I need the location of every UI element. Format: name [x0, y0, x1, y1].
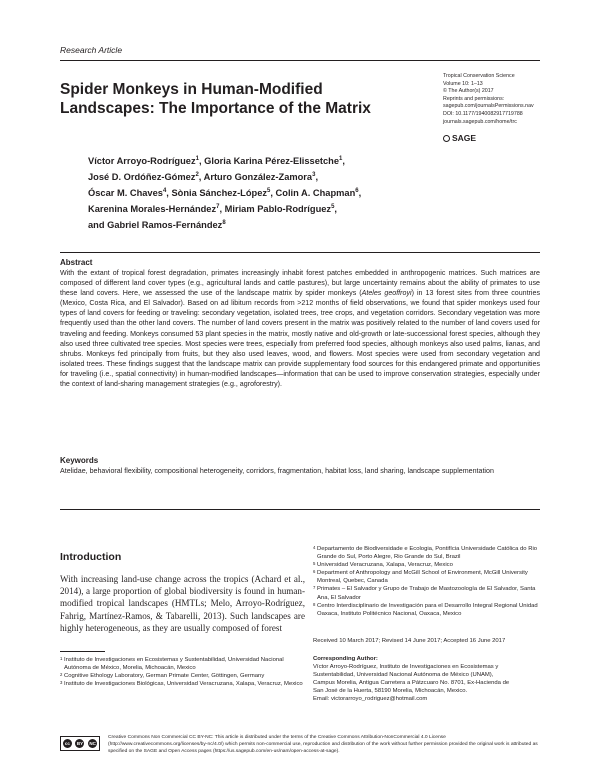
corresponding-line: San José de la Huerta, 58190 Morelia, Michoacán, Mexico.	[313, 688, 468, 695]
footnote-text: Instituto de Investigaciones Biológicas, Universidad Veracruzana, Xalapa, Veracruz, Mexico	[64, 681, 303, 688]
author-separator: ,	[342, 156, 345, 167]
title-line-2: Landscapes: The Importance of the Matrix	[60, 100, 371, 117]
keywords-heading: Keywords	[60, 456, 99, 465]
footnote-number: 8	[313, 601, 316, 607]
reprints-label: Reprints and permissions:	[443, 95, 505, 102]
author-name: Víctor Arroyo-Rodríguez	[88, 156, 196, 167]
doi-link[interactable]: DOI: 10.1177/1940082917719788	[443, 110, 523, 117]
author-name: Gloria Karina Pérez-Elissetche	[204, 156, 339, 167]
author-line	[88, 168, 458, 184]
corresponding-line: Víctor Arroyo-Rodríguez, Instituto de Investigaciones en Ecosistemas y	[313, 664, 499, 671]
affiliation-footnote	[313, 602, 543, 618]
by-icon: BY	[76, 741, 84, 746]
affiliation-footnote	[313, 569, 543, 585]
author-name: Miriam Pablo-Rodríguez	[224, 204, 332, 215]
author-affiliation-number: 8	[222, 220, 226, 227]
author-name: Colin A. Chapman	[275, 188, 356, 199]
journal-copyright: © The Author(s) 2017	[443, 88, 494, 95]
author-list	[88, 152, 458, 232]
author-name: Karenina Morales-Hernández	[88, 204, 217, 215]
author-name: Arturo González-Zamora	[203, 172, 313, 183]
journal-link[interactable]: journals.sagepub.com/home/trc	[443, 118, 517, 125]
author-name: José D. Ordóñez-Gómez	[88, 172, 196, 183]
footnote-text: Universidad Veracruzana, Xalapa, Veracruz, Mexico	[317, 562, 453, 569]
footnote-number: 5	[313, 561, 316, 567]
header-rule	[60, 60, 540, 61]
introduction-heading: Introduction	[60, 551, 122, 563]
author-affiliation-number: 7	[216, 204, 220, 211]
footnote-text: Primates – El Salvador y Grupo de Trabajo de Mastozoología de El Salvador, Santa Ana, El Salvador	[317, 586, 536, 601]
author-affiliation-number: 5	[331, 204, 335, 211]
author-separator: ,	[358, 188, 362, 199]
abstract-top-rule	[60, 252, 540, 253]
nc-icon: NC	[89, 741, 96, 746]
affiliation-footnote	[60, 680, 306, 688]
author-affiliation-number: 6	[355, 188, 359, 195]
footnote-number: 2	[60, 672, 63, 678]
sage-wordmark: SAGE	[452, 133, 477, 143]
author-name: Sònia Sánchez-López	[171, 188, 268, 199]
affiliation-footnote	[313, 545, 543, 561]
corresponding-line: Campus Morelia, Antigua Carretera a Pátzcuaro No. 8701, Ex-Hacienda de	[313, 680, 510, 687]
journal-info	[443, 73, 553, 126]
abstract-heading: Abstract	[60, 258, 93, 267]
journal-name: Tropical Conservation Science	[443, 73, 515, 79]
sage-logo	[443, 133, 476, 143]
abstract-section	[60, 258, 540, 389]
title-line-1: Spider Monkeys in Human-Modified	[60, 81, 323, 98]
article-type-label: Research Article	[60, 45, 123, 55]
footnote-text: Centro Interdisciplinario de Investigación para el Desarrollo Integral Regional Unidad Oaxaca, Instituto Politécnico Nacional, Oaxaca, Mexico	[317, 602, 538, 617]
author-name: and Gabriel Ramos-Fernández	[88, 220, 223, 231]
footnote-number: 1	[60, 656, 63, 661]
author-separator: ,	[198, 172, 204, 183]
introduction-text: With increasing land-use change across the tropics (Achard et al., 2014), a large proportion of global biodiversity is found in human-modified tropical landscapes (HMTLs; Melo, Arroyo-Rodríguez, Fahrig, Martínez-Ramos, & Tabarelli, 2013). Such landscapes are highly heterogeneous, as they are usually composed of forest	[60, 574, 305, 633]
affiliation-footnote	[313, 585, 543, 601]
author-affiliation-number: 1	[339, 156, 343, 162]
author-separator: ,	[270, 188, 276, 199]
affiliation-footnote	[60, 672, 306, 680]
journal-volume: Volume 10: 1–13	[443, 80, 483, 87]
author-line	[88, 184, 458, 200]
author-line	[88, 200, 458, 216]
author-separator: ,	[334, 204, 337, 215]
author-separator: ,	[166, 188, 172, 199]
author-affiliation-number: 4	[162, 188, 167, 195]
reprints-link[interactable]: sagepub.com/journalsPermissions.nav	[443, 103, 534, 110]
license-text: Creative Commons Non Commercial CC BY-NC: This article is distributed under the terms of the Creative Commons Attribution-NonCommercial 4.0 License (http://www.creativecommons.org/licenses/by-nc/4.0/) which permits non-commercial use, reproduction and distribution of the work without further permission provided the original work is attributed as specified on the SAGE and Open Access pages (https://us.sagepub.com/en-us/nam/open-access-at-sage).	[108, 735, 538, 755]
cc-icon: cc	[64, 741, 70, 746]
author-name: Óscar M. Chaves	[88, 188, 163, 199]
author-line	[88, 152, 458, 168]
footnote-number: 7	[313, 585, 316, 591]
affiliation-footnote	[60, 656, 306, 672]
abstract-text: With the extant of tropical forest degradation, primates increasingly inhabit forest patches embedded in anthropogenic matrices. Such matrices are composed of different land cover types (e.g., agricultural lands and cattle pastures), but large uncertainty remains about the ability of primates to use these land covers. Here, we assessed the use of the landscape matrix by spider monkeys (Ateles geoffroyi) in 13 forest sites from three countries (Mexico, Costa Rica, and El Salvador). Based on ad libitum records from >212 months of field observations, we found that spider monkeys used four types of land covers for feeding or traveling: secondary vegetation, isolated trees, tree crops, and vegetation corridors. Secondary vegetation was more frequently used than the other land covers. The number of land covers present in the matrix was positively related to the number of land covers used for traveling and feeding. Monkeys consumed 53 plant species in the matrix, mostly native and old-growth or late-successional forest species, although they also used three cultivated tree species. Most species were trees, especially from preferred food species, although monkeys also used palms, lianas, and shrubs. Monkeys fed principally from fruits, but they also used leaves, wood, and flowers. Most species were used from secondary vegetation and isolated trees. These findings suggest that the landscape matrix can provide supplementary food sources for this endangered primate and opportunities for traveling (i.e., spatial connectivity) in human-modified landscapes—information that can be used to improve conservation strategies, especially under the context of land-sharing management strategies (e.g., agroforestry).	[60, 269, 540, 389]
keywords-section	[60, 456, 540, 476]
article-dates: Received 10 March 2017; Revised 14 June 2017; Accepted 16 June 2017	[313, 638, 506, 644]
corresponding-email[interactable]: Email: victorarroyo_rodriguez@hotmail.com	[313, 696, 428, 703]
footnote-text: Department of Anthropology and McGill School of Environment, McGill University Montreal, Quebec, Canada	[317, 570, 528, 585]
footnote-number: 4	[313, 545, 316, 550]
footnote-text: Instituto de Investigaciones en Ecosistemas y Sustentabilidad, Universidad Nacional Autónoma de México, Morelia, Michoacán, Mexico	[64, 657, 284, 672]
footnote-number: 6	[313, 569, 316, 575]
corresponding-line: Sustentabilidad, Universidad Nacional Autónoma de México (UNAM),	[313, 672, 494, 679]
footnote-text: Cognitive Ethology Laboratory, German Primate Center, Göttingen, Germany	[64, 673, 265, 680]
corresponding-author	[313, 655, 545, 704]
author-affiliation-number: 2	[195, 172, 199, 179]
article-title	[60, 80, 400, 118]
affiliation-footnote	[313, 561, 543, 569]
affiliations-right	[313, 545, 543, 618]
author-affiliation-number: 3	[312, 172, 316, 179]
author-separator: ,	[198, 156, 205, 167]
cc-license-badge[interactable]	[60, 736, 100, 751]
author-line	[88, 216, 458, 232]
author-separator: ,	[219, 204, 225, 215]
footnote-number: 3	[60, 680, 63, 686]
keywords-bottom-rule	[60, 509, 540, 510]
corresponding-details	[313, 663, 545, 703]
species-name: Ateles geoffroyi	[361, 289, 412, 298]
footnote-text: Departamento de Biodiversidade e Ecologia, Pontifícia Universidade Católica do Rio Grande do Sul, Porto Alegre, Rio Grande do Sul, Brazil	[317, 546, 538, 561]
corresponding-heading: Corresponding Author:	[313, 656, 378, 662]
affiliations-left	[60, 656, 306, 688]
keywords-text: Atelidae, behavioral flexibility, compositional heterogeneity, corridors, fragmentation, habitat loss, land sharing, landscape supplementation	[60, 467, 494, 475]
footnote-rule	[60, 651, 105, 652]
author-affiliation-number: 1	[195, 156, 199, 162]
author-affiliation-number: 5	[267, 188, 271, 195]
sage-swirl-icon	[443, 135, 450, 142]
author-separator: ,	[315, 172, 319, 183]
